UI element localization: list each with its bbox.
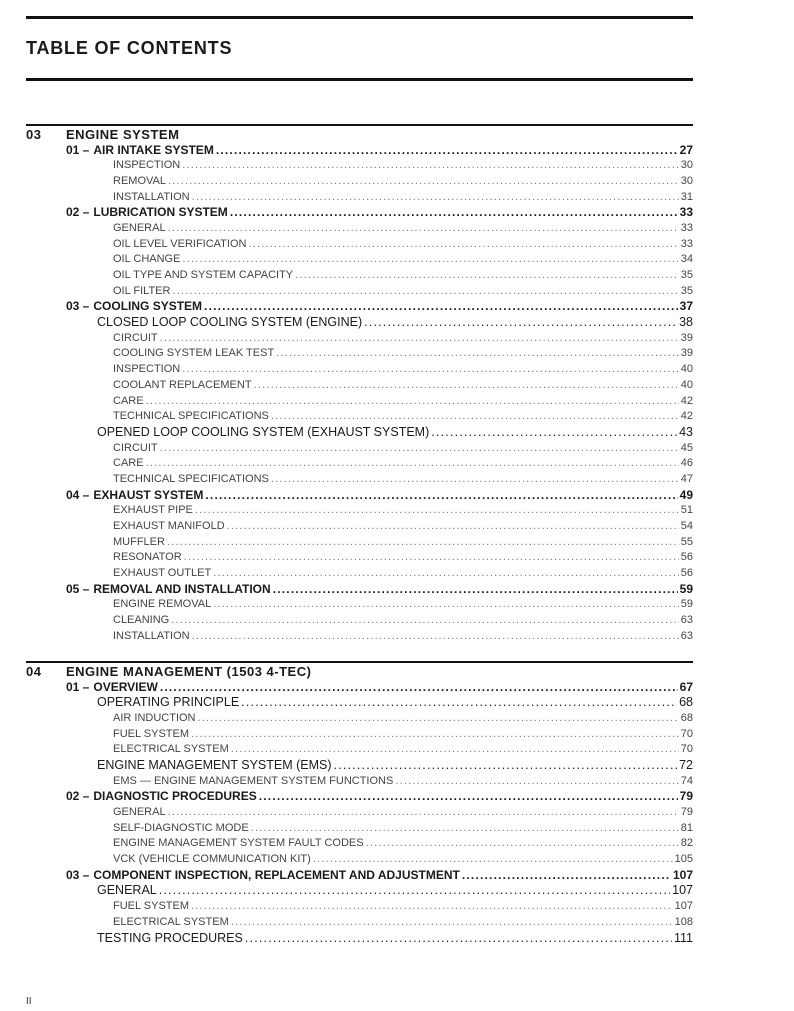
toc-entry[interactable]	[26, 758, 693, 774]
entry-label: REMOVAL	[113, 174, 166, 187]
entry-page-number: 45	[680, 441, 693, 454]
entry-label: CIRCUIT	[113, 441, 158, 454]
toc-entry[interactable]	[26, 158, 693, 174]
toc-entries	[26, 680, 693, 947]
toc-entry[interactable]	[26, 252, 693, 268]
entry-page-number: 111	[673, 930, 693, 945]
dot-leader	[168, 221, 679, 237]
toc-entry[interactable]	[26, 425, 693, 441]
entry-number: 05 –	[66, 581, 90, 596]
toc-entry[interactable]	[26, 899, 693, 915]
toc-entry[interactable]	[26, 915, 693, 931]
entry-label: ELECTRICAL SYSTEM	[113, 743, 229, 756]
dot-leader	[259, 789, 678, 805]
entry-page-number: 43	[679, 424, 693, 439]
toc-entries	[26, 143, 693, 645]
entry-page-number: 105	[674, 853, 693, 866]
dot-leader	[168, 174, 679, 190]
entry-page-number: 47	[680, 472, 693, 485]
dot-leader	[168, 805, 679, 821]
toc-entry[interactable]	[26, 315, 693, 331]
toc-entry[interactable]	[26, 789, 693, 805]
toc-entry[interactable]	[26, 143, 693, 159]
dot-leader	[198, 711, 679, 727]
entry-page-number: 70	[680, 727, 693, 740]
toc-entry[interactable]	[26, 931, 693, 947]
entry-page-number: 81	[680, 821, 693, 834]
entry-label: LUBRICATION SYSTEM	[93, 205, 228, 220]
dot-leader	[231, 742, 679, 758]
entry-label: EXHAUST MANIFOLD	[113, 520, 225, 532]
dot-leader	[204, 299, 678, 315]
entry-page-number: 54	[680, 520, 693, 532]
entry-label: ENGINE MANAGEMENT SYSTEM (EMS)	[97, 757, 332, 772]
entry-number: 01 –	[66, 142, 90, 157]
dot-leader	[172, 284, 678, 300]
toc-entry[interactable]	[26, 836, 693, 852]
toc-entry[interactable]	[26, 535, 693, 551]
dot-leader	[182, 362, 679, 378]
toc-entry[interactable]	[26, 221, 693, 237]
toc-entry[interactable]	[26, 868, 693, 884]
entry-label: OIL FILTER	[113, 284, 171, 297]
entry-page-number: 35	[680, 284, 693, 297]
section-header	[26, 126, 693, 143]
entry-page-number: 49	[679, 487, 693, 502]
dot-leader	[241, 695, 677, 711]
dot-leader	[167, 535, 679, 551]
toc-entry[interactable]	[26, 680, 693, 696]
toc-entry[interactable]	[26, 362, 693, 378]
entry-page-number: 107	[672, 867, 693, 882]
dot-leader	[160, 680, 678, 696]
section-header	[26, 663, 693, 680]
toc-entry[interactable]	[26, 774, 693, 790]
toc-entry[interactable]	[26, 378, 693, 394]
dot-leader	[184, 550, 679, 566]
toc-entry[interactable]	[26, 441, 693, 457]
dot-leader	[182, 158, 679, 174]
section-title: ENGINE MANAGEMENT (1503 4-TEC)	[66, 663, 312, 679]
dot-leader	[364, 315, 677, 331]
entry-page-number: 68	[680, 711, 693, 724]
entry-page-number: 51	[680, 504, 693, 517]
entry-label: INSTALLATION	[113, 629, 190, 642]
toc-entry[interactable]	[26, 613, 693, 629]
toc-entry[interactable]	[26, 695, 693, 711]
entry-page-number: 42	[680, 410, 693, 423]
entry-page-number: 79	[680, 806, 693, 818]
toc-entry[interactable]	[26, 174, 693, 190]
dot-leader	[146, 456, 679, 472]
entry-label: TECHNICAL SPECIFICATIONS	[113, 410, 269, 423]
entry-number: 03 –	[66, 299, 90, 314]
toc-entry[interactable]	[26, 409, 693, 425]
title-rule	[26, 78, 693, 81]
toc-entry[interactable]	[26, 190, 693, 206]
entry-page-number: 40	[680, 363, 693, 376]
toc-entry[interactable]	[26, 727, 693, 743]
toc-entry[interactable]	[26, 346, 693, 362]
dot-leader	[395, 774, 678, 790]
toc-entry[interactable]	[26, 299, 693, 315]
toc-entry[interactable]	[26, 883, 693, 899]
section-title: ENGINE SYSTEM	[66, 126, 180, 142]
entry-page-number: 33	[680, 221, 693, 234]
entry-label: ELECTRICAL SYSTEM	[113, 915, 229, 928]
toc-entry[interactable]	[26, 394, 693, 410]
entry-page-number: 56	[680, 567, 693, 580]
entry-page-number: 39	[680, 347, 693, 360]
entry-label: FUEL SYSTEM	[113, 727, 189, 740]
entry-label: OPENED LOOP COOLING SYSTEM (EXHAUST SYSTEM)	[97, 424, 430, 439]
dot-leader	[205, 488, 677, 504]
entry-label: COMPONENT INSPECTION, REPLACEMENT AND ADJUSTMENT	[93, 867, 460, 882]
entry-label: OIL TYPE AND SYSTEM CAPACITY	[113, 269, 294, 281]
entry-label: COOLING SYSTEM	[93, 299, 203, 314]
entry-page-number: 59	[679, 581, 693, 596]
entry-label: GENERAL	[113, 221, 166, 234]
entry-page-number: 68	[679, 695, 693, 710]
dot-leader	[462, 868, 671, 884]
entry-label: OPERATING PRINCIPLE	[97, 695, 240, 710]
toc-entry[interactable]	[26, 488, 693, 504]
page-number-footer: II	[26, 996, 32, 1007]
entry-label: TESTING PROCEDURES	[97, 930, 243, 945]
entry-page-number: 82	[680, 837, 693, 850]
dot-leader	[160, 441, 679, 457]
dot-leader	[146, 394, 679, 410]
toc-entry[interactable]	[26, 821, 693, 837]
entry-page-number: 34	[680, 253, 693, 266]
dot-leader	[191, 899, 673, 915]
toc-entry[interactable]	[26, 566, 693, 582]
entry-page-number: 70	[680, 743, 693, 756]
dot-leader	[227, 519, 679, 535]
entry-label: EXHAUST SYSTEM	[93, 487, 204, 502]
entry-page-number: 56	[680, 551, 693, 564]
dot-leader	[248, 237, 678, 253]
entry-page-number: 63	[680, 614, 693, 627]
toc-entry[interactable]	[26, 331, 693, 347]
entry-page-number: 33	[679, 205, 693, 220]
entry-label: ENGINE MANAGEMENT SYSTEM FAULT CODES	[113, 837, 364, 850]
entry-label: EMS — ENGINE MANAGEMENT SYSTEM FUNCTIONS	[113, 774, 394, 787]
dot-leader	[160, 331, 679, 347]
section-number: 04	[26, 663, 42, 679]
dot-leader	[171, 613, 679, 629]
entry-label: COOLANT REPLACEMENT	[113, 378, 252, 391]
section-number: 03	[26, 126, 42, 142]
entry-label: INSTALLATION	[113, 190, 190, 203]
toc-section-engine-system	[26, 124, 693, 645]
entry-page-number: 42	[680, 394, 693, 407]
entry-page-number: 74	[680, 774, 693, 787]
toc-entry[interactable]	[26, 503, 693, 519]
entry-label: OVERVIEW	[93, 679, 158, 694]
dot-leader	[195, 503, 679, 519]
toc-entry[interactable]	[26, 550, 693, 566]
entry-page-number: 63	[680, 629, 693, 642]
dot-leader	[192, 629, 679, 645]
dot-leader	[191, 727, 679, 743]
entry-label: CLOSED LOOP COOLING SYSTEM (ENGINE)	[97, 315, 363, 330]
entry-label: REMOVAL AND INSTALLATION	[93, 581, 271, 596]
entry-label: RESONATOR	[113, 551, 182, 564]
toc-entry[interactable]	[26, 852, 693, 868]
entry-number: 02 –	[66, 789, 90, 804]
dot-leader	[271, 409, 679, 425]
entry-label: CARE	[113, 394, 144, 407]
toc-section-engine-management	[26, 661, 693, 946]
dot-leader	[231, 915, 673, 931]
dot-leader	[213, 597, 679, 613]
entry-page-number: 107	[674, 900, 693, 913]
entry-label: ENGINE REMOVAL	[113, 598, 212, 611]
entry-label: COOLING SYSTEM LEAK TEST	[113, 347, 275, 360]
dot-leader	[273, 582, 678, 598]
entry-label: INSPECTION	[113, 363, 181, 376]
toc-entry[interactable]	[26, 519, 693, 535]
entry-page-number: 30	[680, 159, 693, 172]
entry-page-number: 27	[679, 142, 693, 157]
toc-entry[interactable]	[26, 629, 693, 645]
toc-entry[interactable]	[26, 268, 693, 284]
entry-page-number: 31	[680, 190, 693, 203]
entry-label: CIRCUIT	[113, 331, 158, 344]
dot-leader	[295, 268, 679, 284]
entry-page-number: 39	[680, 331, 693, 344]
dot-leader	[271, 472, 679, 488]
page-title: TABLE OF CONTENTS	[26, 38, 233, 58]
toc-entry[interactable]	[26, 284, 693, 300]
entry-label: OIL LEVEL VERIFICATION	[113, 237, 247, 250]
toc-entry[interactable]	[26, 582, 693, 598]
entry-number: 02 –	[66, 205, 90, 220]
dot-leader	[313, 852, 673, 868]
dot-leader	[334, 758, 678, 774]
entry-page-number: 38	[679, 315, 693, 330]
entry-label: EXHAUST PIPE	[113, 504, 193, 517]
dot-leader	[230, 205, 678, 221]
dot-leader	[192, 190, 679, 206]
dot-leader	[216, 143, 678, 159]
entry-number: 04 –	[66, 487, 90, 502]
entry-page-number: 107	[672, 883, 693, 898]
entry-page-number: 67	[679, 679, 693, 694]
top-rule	[26, 16, 693, 19]
entry-page-number: 35	[680, 269, 693, 281]
entry-label: AIR INDUCTION	[113, 711, 196, 724]
entry-number: 03 –	[66, 867, 90, 882]
entry-label: MUFFLER	[113, 535, 165, 548]
dot-leader	[431, 425, 677, 441]
entry-label: AIR INTAKE SYSTEM	[93, 142, 214, 157]
entry-label: INSPECTION	[113, 159, 181, 172]
entry-page-number: 79	[679, 789, 693, 804]
toc-entry[interactable]	[26, 711, 693, 727]
dot-leader	[276, 346, 679, 362]
dot-leader	[245, 931, 672, 947]
entry-page-number: 40	[680, 378, 693, 391]
entry-number: 01 –	[66, 679, 90, 694]
entry-label: VCK (VEHICLE COMMUNICATION KIT)	[113, 853, 311, 866]
dot-leader	[159, 883, 670, 899]
toc-entry[interactable]	[26, 456, 693, 472]
entry-page-number: 33	[680, 237, 693, 250]
entry-label: CLEANING	[113, 614, 170, 627]
entry-page-number: 30	[680, 174, 693, 187]
entry-label: SELF-DIAGNOSTIC MODE	[113, 821, 249, 834]
dot-leader	[182, 252, 678, 268]
dot-leader	[254, 378, 679, 394]
entry-page-number: 37	[679, 299, 693, 314]
toc-entry[interactable]	[26, 472, 693, 488]
entry-page-number: 46	[680, 457, 693, 470]
entry-label: GENERAL	[113, 806, 166, 818]
entry-label: GENERAL	[97, 883, 157, 898]
toc-entry[interactable]	[26, 805, 693, 821]
entry-page-number: 55	[680, 535, 693, 548]
toc-entry[interactable]	[26, 597, 693, 613]
entry-label: FUEL SYSTEM	[113, 900, 189, 913]
entry-label: TECHNICAL SPECIFICATIONS	[113, 472, 269, 485]
entry-page-number: 72	[679, 757, 693, 772]
entry-page-number: 59	[680, 598, 693, 611]
entry-label: CARE	[113, 457, 144, 470]
dot-leader	[213, 566, 679, 582]
toc-entry[interactable]	[26, 237, 693, 253]
entry-page-number: 108	[674, 915, 693, 928]
entry-label: DIAGNOSTIC PROCEDURES	[93, 789, 257, 804]
dot-leader	[366, 836, 679, 852]
entry-label: EXHAUST OUTLET	[113, 567, 212, 580]
toc-entry[interactable]	[26, 742, 693, 758]
toc-entry[interactable]	[26, 205, 693, 221]
entry-label: OIL CHANGE	[113, 253, 181, 266]
dot-leader	[251, 821, 679, 837]
